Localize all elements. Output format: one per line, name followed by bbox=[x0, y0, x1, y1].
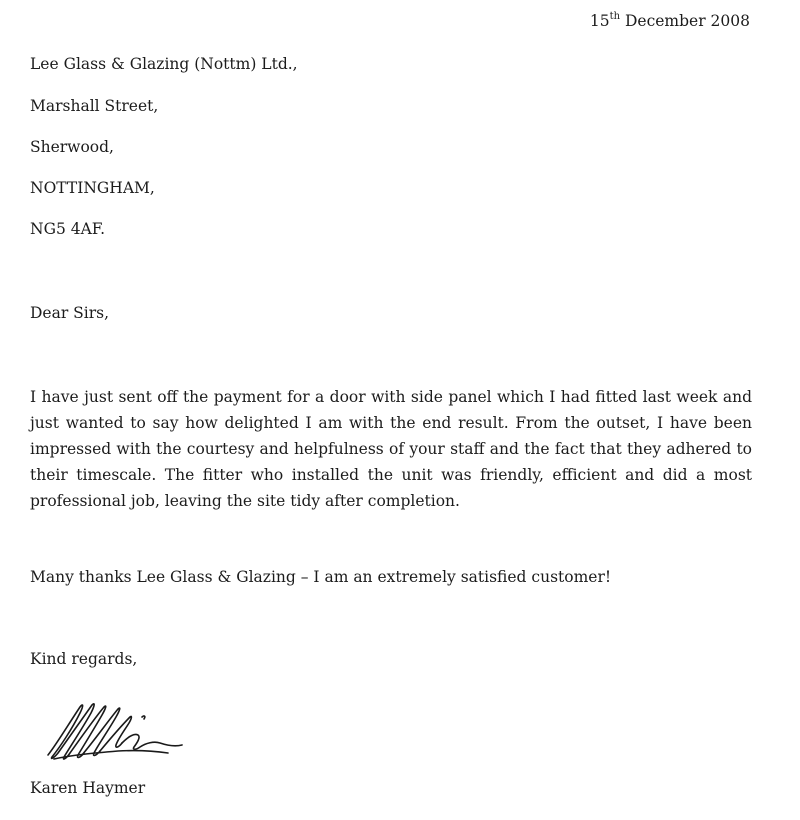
date-month-year: December 2008 bbox=[624, 12, 750, 30]
address-line-street: Marshall Street, bbox=[30, 97, 159, 115]
signer-name: Karen Haymer bbox=[30, 779, 146, 797]
address-line-city: NOTTINGHAM, bbox=[30, 179, 155, 197]
thanks-line: Many thanks Lee Glass & Glazing – I am an extremely satisfied customer! bbox=[30, 568, 612, 586]
address-line-area: Sherwood, bbox=[30, 138, 114, 156]
closing-line: Kind regards, bbox=[30, 650, 138, 668]
letter-body-paragraph: I have just sent off the payment for a door with side panel which I had fitted last week and just wanted to say how delighted I am with the end result. From the outset, I have been impressed with the courtesy and helpfulness of your staff and the fact that they adhered to their timescale. The fitter who installed the unit was friendly, efficient and did a most professional job, leaving the site tidy after completion. bbox=[30, 388, 752, 510]
handwritten-signature bbox=[42, 695, 192, 771]
salutation: Dear Sirs, bbox=[30, 304, 110, 322]
address-line-postcode: NG5 4AF. bbox=[30, 220, 106, 238]
date-day: 15 bbox=[589, 12, 610, 30]
address-line-company: Lee Glass & Glazing (Nottm) Ltd., bbox=[30, 55, 298, 73]
letter-date bbox=[590, 12, 750, 30]
date-ordinal-suffix: th bbox=[609, 11, 621, 22]
